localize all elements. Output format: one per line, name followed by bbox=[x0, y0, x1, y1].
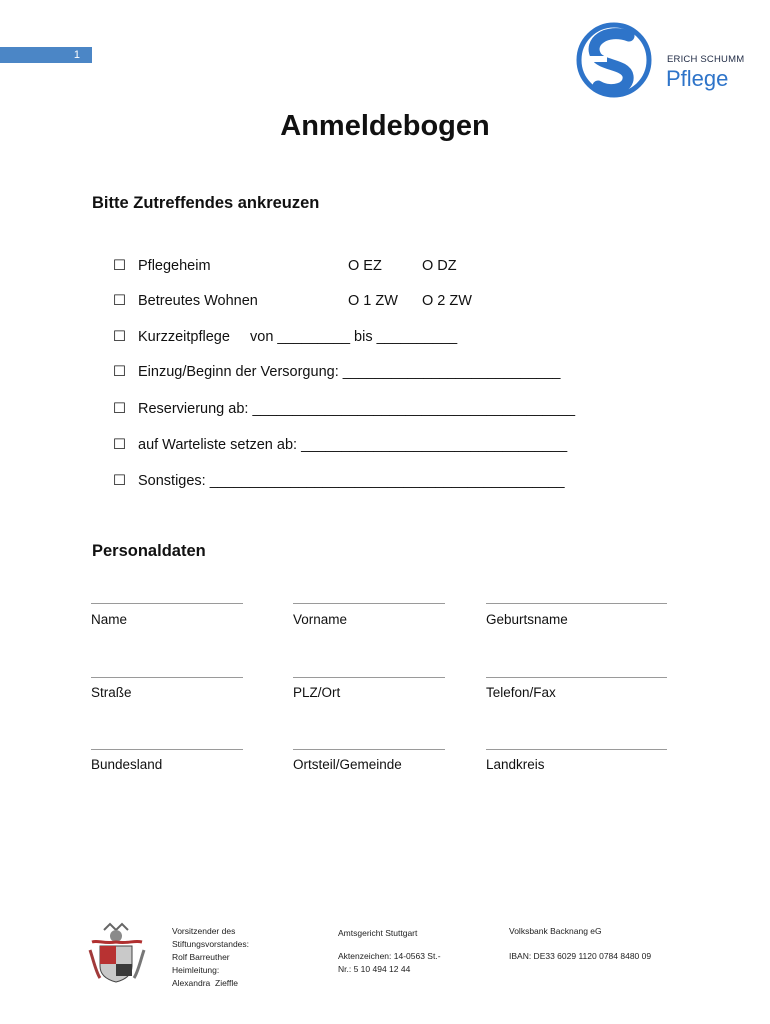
footer-line: Stiftungsvorstandes: bbox=[172, 939, 250, 949]
footer-iban: IBAN: DE33 6029 1120 0784 8480 09 bbox=[509, 951, 652, 961]
checkbox-row-betreutes-wohnen[interactable] bbox=[113, 291, 472, 311]
plz-ort-input-line[interactable] bbox=[293, 677, 445, 678]
page-title: Anmeldebogen bbox=[280, 110, 490, 142]
field-label-ortsteil: Ortsteil/Gemeinde bbox=[293, 757, 402, 772]
checkbox-label: Kurzzeitpflege von _________ bis __________ bbox=[138, 329, 458, 345]
checkbox-label: auf Warteliste setzen ab: _________________________________ bbox=[138, 437, 568, 453]
checkbox-icon[interactable]: ☐ bbox=[113, 473, 126, 489]
field-label-landkreis: Landkreis bbox=[486, 757, 545, 772]
footer-line: Rolf Barreuther bbox=[172, 952, 230, 962]
ortsteil-input-line[interactable] bbox=[293, 749, 445, 750]
checkbox-label: Reservierung ab: ________________________________________ bbox=[138, 401, 576, 417]
landkreis-input-line[interactable] bbox=[486, 749, 667, 750]
section-heading-personaldaten: Personaldaten bbox=[92, 542, 206, 560]
checkbox-label: Sonstiges: ____________________________________________ bbox=[138, 473, 565, 489]
field-label-telefon-fax: Telefon/Fax bbox=[486, 685, 556, 700]
checkbox-icon[interactable]: ☐ bbox=[113, 293, 126, 309]
field-label-bundesland: Bundesland bbox=[91, 757, 163, 772]
bundesland-input-line[interactable] bbox=[91, 749, 243, 750]
footer-line: Aktenzeichen: 14-0563 St.- bbox=[338, 951, 441, 961]
field-label-name: Name bbox=[91, 612, 128, 627]
checkbox-row-reservierung[interactable] bbox=[113, 399, 576, 419]
option-2-zw[interactable]: O 2 ZW bbox=[422, 293, 472, 309]
footer-line: Alexandra Zieffle bbox=[172, 978, 238, 988]
checkbox-icon[interactable]: ☐ bbox=[113, 401, 126, 417]
strasse-input-line[interactable] bbox=[91, 677, 243, 678]
field-label-vorname: Vorname bbox=[293, 612, 348, 627]
telefon-fax-input-line[interactable] bbox=[486, 677, 667, 678]
geburtsname-input-line[interactable] bbox=[486, 603, 667, 604]
checkbox-row-sonstiges[interactable] bbox=[113, 471, 565, 491]
checkbox-icon[interactable]: ☐ bbox=[113, 258, 126, 274]
vorname-input-line[interactable] bbox=[293, 603, 445, 604]
section-heading-checkboxes: Bitte Zutreffendes ankreuzen bbox=[92, 194, 320, 212]
footer-vorstand bbox=[172, 925, 249, 990]
option-dz[interactable]: O DZ bbox=[422, 258, 457, 274]
checkbox-row-warteliste[interactable] bbox=[113, 435, 568, 455]
footer-line: Vorsitzender des bbox=[172, 926, 236, 936]
page-number-tab: 1 bbox=[0, 47, 92, 63]
checkbox-label: Betreutes Wohnen bbox=[138, 293, 258, 309]
option-1-zw[interactable]: O 1 ZW bbox=[348, 293, 398, 309]
field-label-geburtsname: Geburtsname bbox=[486, 612, 568, 627]
checkbox-label: Pflegeheim bbox=[138, 258, 211, 274]
footer-aktenzeichen bbox=[338, 950, 441, 976]
footer-bank: Volksbank Backnang eG bbox=[509, 926, 602, 936]
checkbox-row-pflegeheim[interactable] bbox=[113, 256, 457, 276]
name-input-line[interactable] bbox=[91, 603, 243, 604]
checkbox-icon[interactable]: ☐ bbox=[113, 364, 126, 380]
checkbox-icon[interactable]: ☐ bbox=[113, 437, 126, 453]
checkbox-row-einzug[interactable] bbox=[113, 362, 561, 382]
field-label-plz-ort: PLZ/Ort bbox=[293, 685, 341, 700]
footer-amtsgericht: Amtsgericht Stuttgart bbox=[338, 928, 418, 938]
logo-company-small: ERICH SCHUMM bbox=[667, 54, 745, 65]
footer-line: Nr.: 5 10 494 12 44 bbox=[338, 964, 411, 974]
checkbox-icon[interactable]: ☐ bbox=[113, 329, 126, 345]
checkbox-row-kurzzeitpflege[interactable] bbox=[113, 327, 458, 347]
logo-company-main: Pflege bbox=[666, 66, 729, 91]
field-label-strasse: Straße bbox=[91, 685, 132, 700]
footer-line: Heimleitung: bbox=[172, 965, 220, 975]
checkbox-label: Einzug/Beginn der Versorgung: ___________________________ bbox=[138, 364, 561, 380]
option-ez[interactable]: O EZ bbox=[348, 258, 382, 274]
coat-of-arms-icon bbox=[86, 922, 150, 984]
